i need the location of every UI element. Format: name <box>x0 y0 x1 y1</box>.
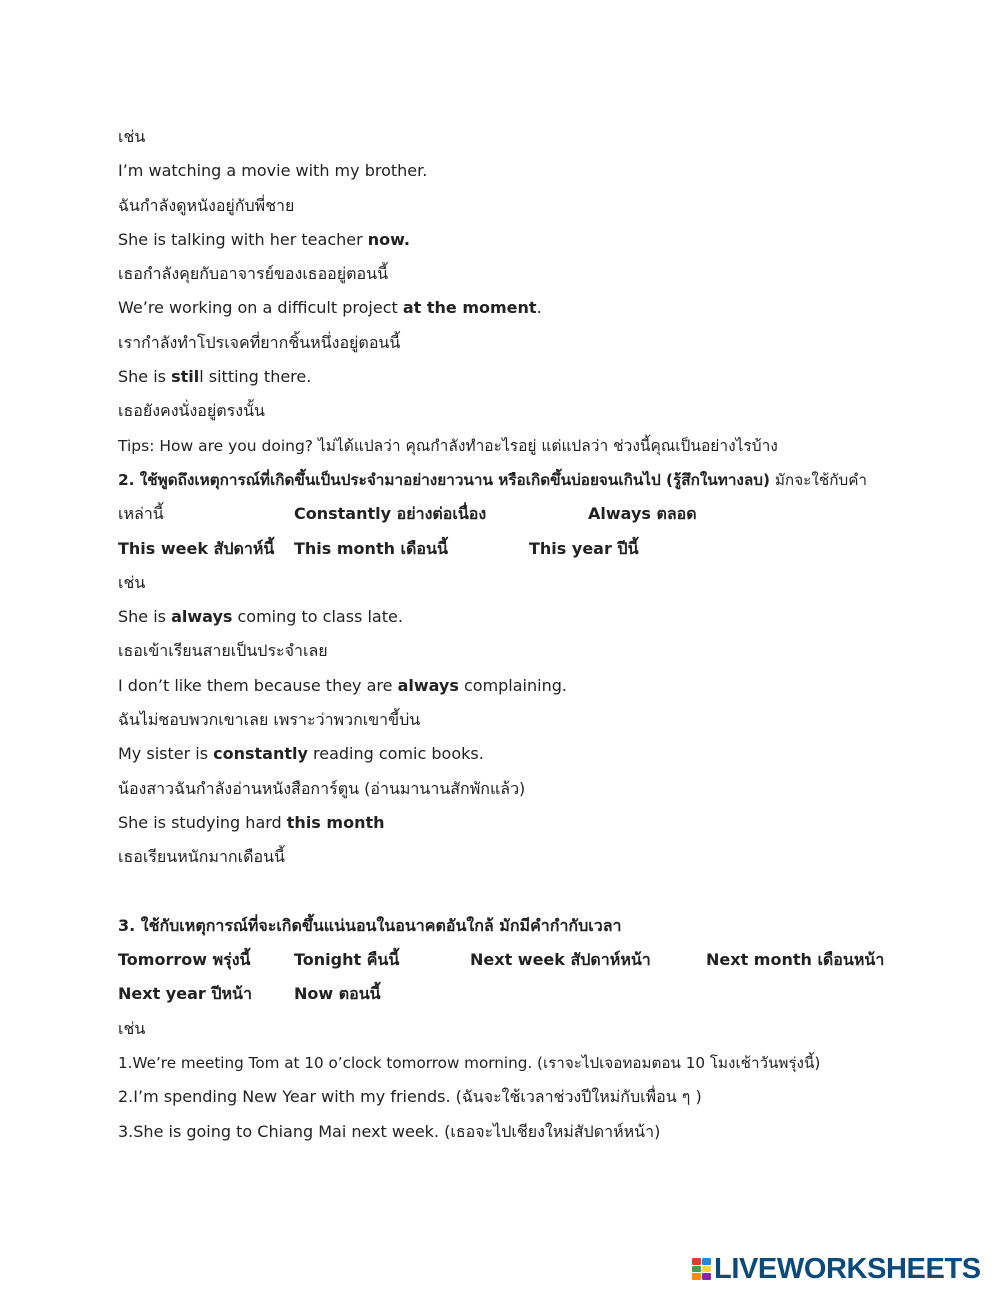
keyword-row: Tomorrow พรุ่งนี้ Tonight คืนนี้ Next week สัปดาห์หน้า Next month เดือนหน้า <box>118 950 885 970</box>
text-line: เธอยังคงนั่งอยู่ตรงนั้น <box>118 401 265 421</box>
keyword-row: Next year ปีหน้า Now ตอนนี้ <box>118 984 381 1004</box>
text-line: She is talking with her teacher now. <box>118 229 410 249</box>
text-line: เรากำลังทำโปรเจคที่ยากชิ้นหนึ่งอยู่ตอนนี้ <box>118 332 401 352</box>
liveworksheets-logo[interactable] <box>692 1252 981 1286</box>
text-line: เช่น <box>118 1018 146 1038</box>
text-line: เธอเข้าเรียนสายเป็นประจำเลย <box>118 641 328 661</box>
text-line: เธอกำลังคุยกับอาจารย์ของเธออยู่ตอนนี้ <box>118 264 389 284</box>
text-line: She is studying hard this month <box>118 812 385 832</box>
tips-line: Tips: How are you doing? ไม่ได้แปลว่า คุณกำลังทำอะไรอยู่ แต่แปลว่า ช่วงนี้คุณเป็นอย่างไรบ้าง <box>118 436 778 455</box>
text-line: She is still sitting there. <box>118 367 312 387</box>
text-line: I’m watching a movie with my brother. <box>118 161 428 181</box>
example-line: 2.I’m spending New Year with my friends. (ฉันจะใช้เวลาช่วงปีใหม่กับเพื่อน ๆ ) <box>118 1087 702 1107</box>
example-line: 3.She is going to Chiang Mai next week. (เธอจะไปเชียงใหม่สัปดาห์หน้า) <box>118 1121 661 1141</box>
text-line: ฉันไม่ชอบพวกเขาเลย เพราะว่าพวกเขาขี้บ่น <box>118 710 421 730</box>
example-line: 1.We’re meeting Tom at 10 o’clock tomorrow morning. (เราจะไปเจอทอมตอน 10 โมงเช้าวันพรุ่งนี้) <box>118 1054 821 1073</box>
text-line: We’re working on a difficult project at the moment. <box>118 298 542 318</box>
section-2-heading: 2. ใช้พูดถึงเหตุการณ์ที่เกิดขึ้นเป็นประจำมาอย่างยาวนาน หรือเกิดขึ้นบ่อยจนเกินไป (รู้สึกในทางลบ) มักจะใช้กับคำ <box>118 470 868 489</box>
keyword-row: This week สัปดาห์นี้ This month เดือนนี้ This year ปีนี้ <box>118 538 639 558</box>
text-line: ฉันกำลังดูหนังอยู่กับพี่ชาย <box>118 195 295 215</box>
text-line: เช่น <box>118 572 146 592</box>
logo-text: LIVEWORKSHEETS <box>714 1252 981 1285</box>
text-line: She is always coming to class late. <box>118 607 403 627</box>
text-line: น้องสาวฉันกำลังอ่านหนังสือการ์ตูน (อ่านมานานสักพักแล้ว) <box>118 778 526 798</box>
document-page <box>118 120 978 1149</box>
text-line: I don’t like them because they are always complaining. <box>118 675 567 695</box>
liveworksheets-logo-icon <box>692 1258 711 1280</box>
text-line: My sister is constantly reading comic books. <box>118 744 484 764</box>
text-line: เช่น <box>118 127 146 146</box>
keyword-row: เหล่านี้ Constantly อย่างต่อเนื่อง Always ตลอด <box>118 504 697 524</box>
section-3-heading: 3. ใช้กับเหตุการณ์ที่จะเกิดขึ้นแน่นอนในอนาคตอันใกล้ มักมีคำกำกับเวลา <box>118 915 622 935</box>
text-line: เธอเรียนหนักมากเดือนนี้ <box>118 847 285 867</box>
blank-line <box>118 875 978 909</box>
